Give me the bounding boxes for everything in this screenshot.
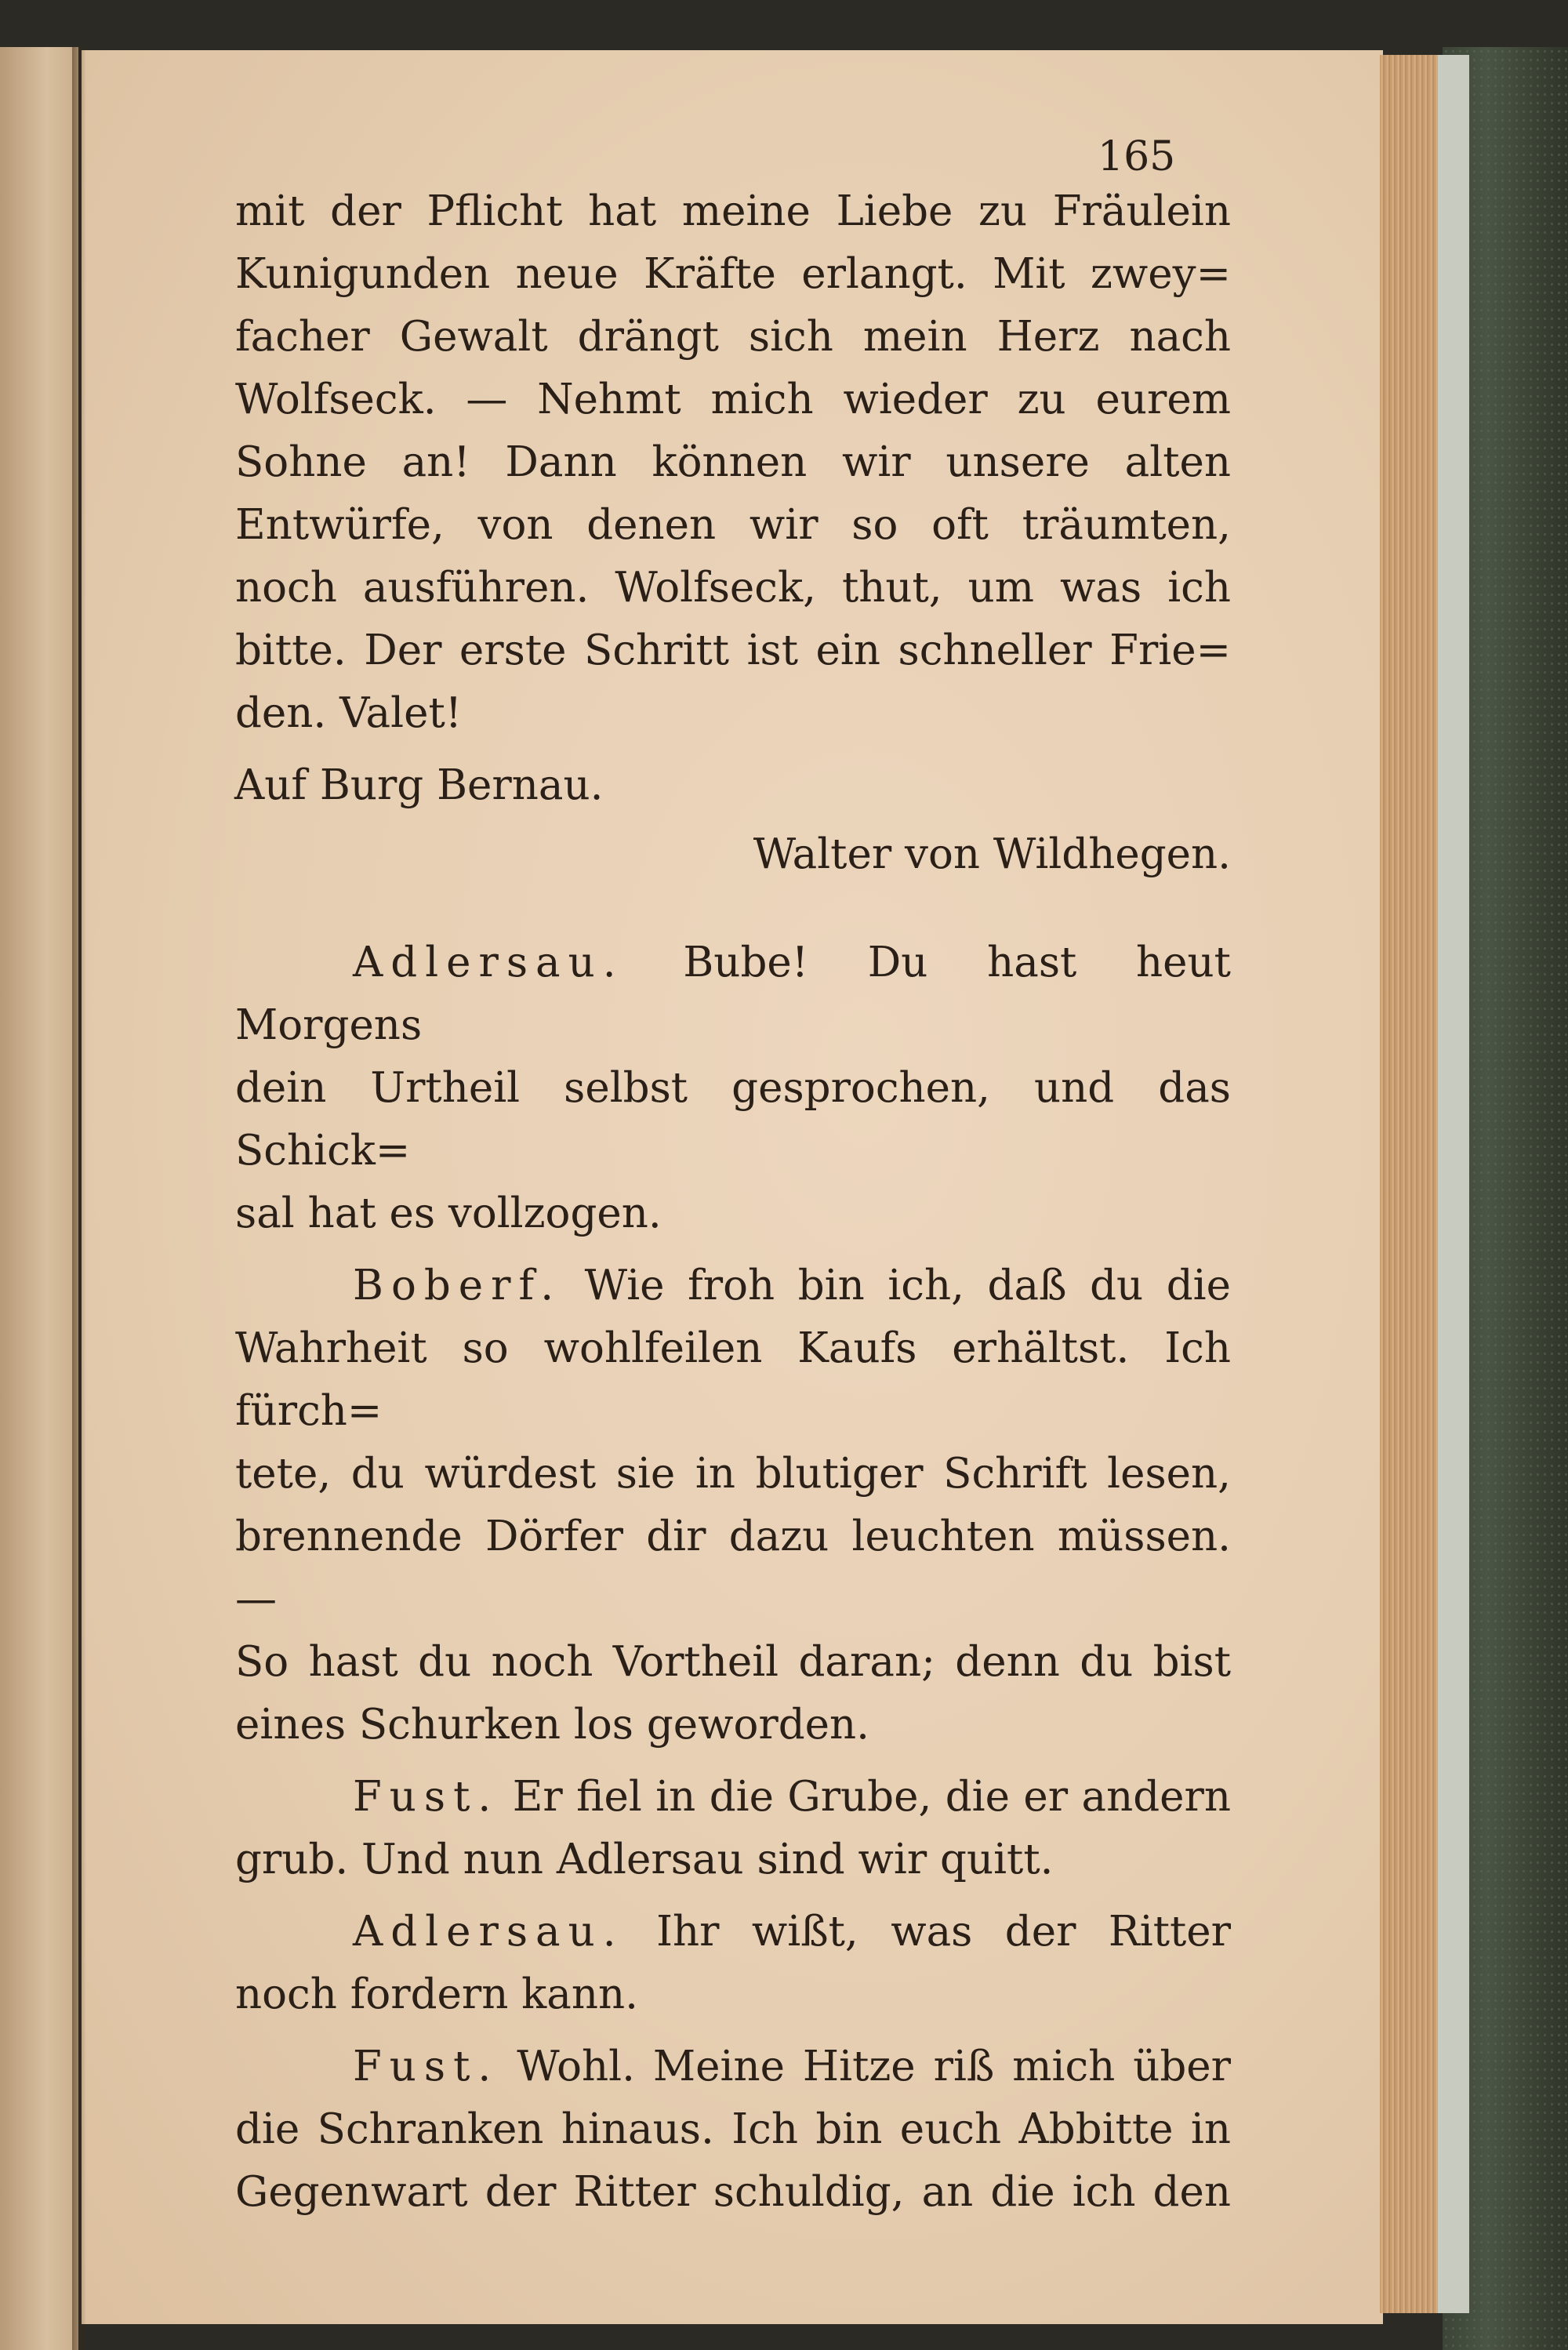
endpaper bbox=[1438, 55, 1469, 2313]
text-line: noch ausführen. Wolfseck, thut, um was ich bbox=[235, 564, 1231, 612]
text-column bbox=[235, 118, 1231, 2224]
text-line: tete, du würdest sie in blutiger Schrift lesen, bbox=[235, 1450, 1231, 1498]
text-line: Sohne an! Dann können wir unsere alten bbox=[235, 438, 1231, 486]
text-line: eines Schurken los geworden. bbox=[235, 1701, 870, 1749]
speaker-name: Boberf. bbox=[353, 1262, 562, 1309]
text-line: Kunigunden neue Kräfte erlangt. Mit zwey= bbox=[235, 250, 1231, 298]
text-line: So hast du noch Vortheil daran; denn du bist bbox=[235, 1638, 1231, 1686]
text-line: Wie froh bin ich, daß du die bbox=[584, 1262, 1231, 1309]
text-line: Er fiel in die Grube, die er andern bbox=[512, 1773, 1231, 1821]
dialogue-entry bbox=[235, 932, 1231, 1245]
text-line: bitte. Der erste Schritt ist ein schneller Frie= bbox=[235, 627, 1231, 674]
letter-text bbox=[235, 180, 1231, 745]
text-line: dein Urtheil selbst gesprochen, und das Schick= bbox=[235, 1064, 1231, 1175]
text-line: die Schranken hinaus. Ich bin euch Abbitte in bbox=[235, 2105, 1231, 2153]
speaker-name: Adlersau. bbox=[353, 939, 624, 986]
text-line: mit der Pflicht hat meine Liebe zu Fräulein bbox=[235, 187, 1231, 235]
speaker-name: Fust. bbox=[353, 1773, 499, 1821]
speaker-name: Adlersau. bbox=[353, 1908, 624, 1956]
left-page-edge bbox=[0, 47, 78, 2350]
text-line: noch fordern kann. bbox=[235, 1970, 639, 2018]
text-line: Gegenwart der Ritter schuldig, an die ich den bbox=[235, 2168, 1231, 2216]
letter-place: Auf Burg Bernau. bbox=[234, 761, 604, 809]
text-line: facher Gewalt drängt sich mein Herz nach bbox=[235, 313, 1231, 361]
page-number: 165 bbox=[1098, 133, 1176, 180]
text-line: brennende Dörfer dir dazu leuchten müssen. — bbox=[235, 1513, 1231, 1623]
page-block-edge bbox=[1380, 55, 1438, 2313]
letter-signature: Walter von Wildhegen. bbox=[753, 830, 1231, 878]
text-line: Ihr wißt, was der Ritter bbox=[656, 1908, 1231, 1956]
text-line: Wohl. Meine Hitze riß mich über bbox=[517, 2043, 1231, 2090]
text-line: Wolfseck. — Nehmt mich wieder zu eurem bbox=[235, 376, 1231, 423]
gutter-shadow bbox=[72, 47, 86, 2350]
text-line: Entwürfe, von denen wir so oft träumten, bbox=[235, 501, 1231, 549]
text-line: den. Valet! bbox=[235, 689, 463, 737]
dialogue-entry bbox=[235, 1901, 1231, 2026]
text-line: sal hat es vollzogen. bbox=[235, 1190, 662, 1237]
dialogue-entry bbox=[235, 1766, 1231, 1891]
dialogue-entry bbox=[235, 1255, 1231, 1756]
text-line: Bube! Du hast heut Morgens bbox=[235, 939, 1231, 1049]
dialogue-entry bbox=[235, 2036, 1231, 2224]
text-line: Wahrheit so wohlfeilen Kaufs erhältst. Ich fürch= bbox=[235, 1324, 1231, 1435]
speaker-name: Fust. bbox=[353, 2043, 499, 2090]
text-line: grub. Und nun Adlersau sind wir quitt. bbox=[235, 1836, 1054, 1883]
